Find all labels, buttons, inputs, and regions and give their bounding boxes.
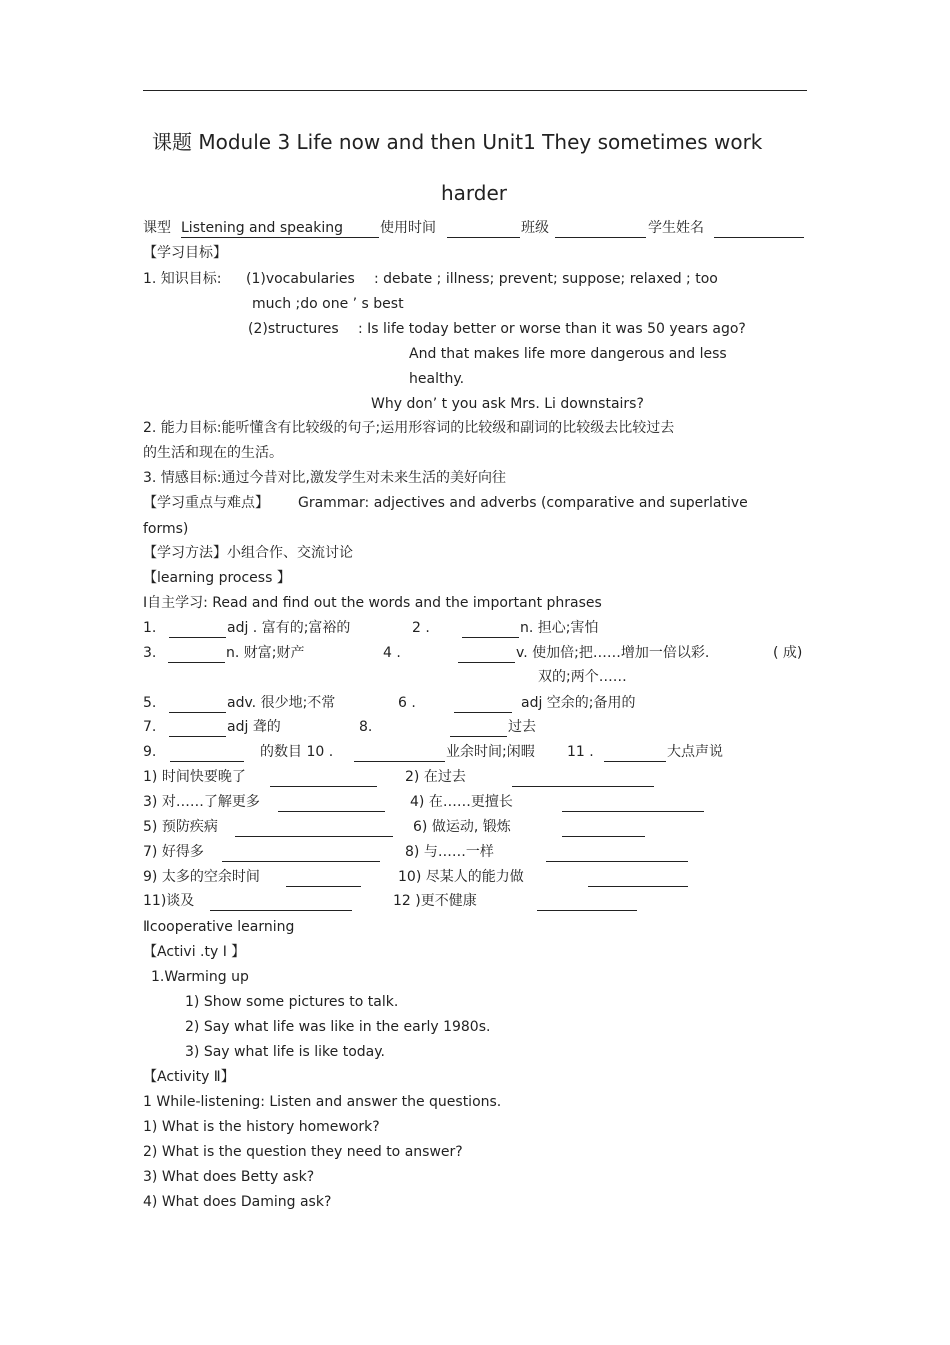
key-points-text: Grammar: adjectives and adverbs (comparative and superlative bbox=[298, 495, 748, 511]
word-10-text: 业余时间;闲暇 bbox=[446, 744, 535, 760]
word-6-text: adj 空余的;备用的 bbox=[521, 695, 636, 711]
vocab-list: : debate ; illness; prevent; suppose; relaxed ; too bbox=[374, 271, 718, 287]
warm-item-3: 3) Say what life is like today. bbox=[185, 1044, 385, 1060]
word-8-num: 8. bbox=[359, 719, 373, 735]
lesson-type-value: Listening and speaking bbox=[181, 219, 379, 238]
part2-heading: Ⅱcooperative learning bbox=[143, 919, 295, 935]
class-blank[interactable] bbox=[555, 219, 646, 238]
student-name-label: 学生姓名 bbox=[648, 220, 704, 236]
activity-1-heading: 【Activi .ty I 】 bbox=[143, 944, 246, 960]
student-name-blank[interactable] bbox=[714, 219, 804, 238]
phrase-12-blank[interactable] bbox=[537, 892, 637, 911]
vocab-label: (1)vocabularies bbox=[246, 271, 355, 287]
method: 【学习方法】小组合作、交流讨论 bbox=[143, 545, 353, 561]
question-1: 1) What is the history homework? bbox=[143, 1119, 380, 1135]
vocab-list-cont: much ;do one ’ s best bbox=[252, 296, 404, 312]
phrase-1: 1) 时间快要晚了 bbox=[143, 769, 246, 785]
word-1-text: adj . 富有的;富裕的 bbox=[227, 620, 351, 636]
structures-label: (2)structures bbox=[248, 321, 339, 337]
word-3-num: 3. bbox=[143, 645, 157, 661]
word-9-blank[interactable] bbox=[170, 743, 244, 762]
question-3: 3) What does Betty ask? bbox=[143, 1169, 315, 1185]
phrase-11-blank[interactable] bbox=[210, 892, 352, 911]
page-title-line2: harder bbox=[441, 181, 508, 205]
structure-2: And that makes life more dangerous and less bbox=[409, 346, 727, 362]
activity-2-heading: 【Activity Ⅱ】 bbox=[143, 1069, 235, 1085]
word-5-num: 5. bbox=[143, 695, 157, 711]
knowledge-goal-label: 1. 知识目标: bbox=[143, 271, 222, 287]
key-points-label: 【学习重点与难点】 bbox=[143, 495, 269, 511]
word-7-blank[interactable] bbox=[169, 718, 226, 737]
word-4-text: v. 使加倍;把……增加一倍以彩. bbox=[516, 645, 710, 661]
word-4-blank[interactable] bbox=[458, 644, 515, 663]
word-5-blank[interactable] bbox=[169, 694, 226, 713]
lesson-type-label: 课型 bbox=[143, 220, 171, 236]
phrase-4: 4) 在……更擅长 bbox=[410, 794, 513, 810]
word-2-num: 2 . bbox=[412, 620, 430, 636]
phrase-11: 11)谈及 bbox=[143, 893, 195, 909]
time-label: 使用时间 bbox=[380, 220, 436, 236]
word-8-blank[interactable] bbox=[450, 718, 507, 737]
ability-goal: 2. 能力目标:能听懂含有比较级的句子;运用形容词的比较级和副词的比较级去比较过去 bbox=[143, 420, 675, 436]
word-4-num: 4 . bbox=[383, 645, 401, 661]
process-heading: 【learning process 】 bbox=[143, 570, 291, 586]
phrase-10: 10) 尽某人的能力做 bbox=[398, 869, 524, 885]
phrase-5: 5) 预防疾病 bbox=[143, 819, 218, 835]
phrase-8: 8) 与……一样 bbox=[405, 844, 494, 860]
word-9-text: 的数目 10 . bbox=[260, 744, 334, 760]
part1-heading: Ⅰ自主学习: Read and find out the words and the important phrases bbox=[143, 595, 602, 611]
phrase-9-blank[interactable] bbox=[286, 868, 361, 887]
time-blank[interactable] bbox=[447, 219, 520, 238]
word-6-num: 6 . bbox=[398, 695, 416, 711]
phrase-2: 2) 在过去 bbox=[405, 769, 466, 785]
page-title-line1: 课题 Module 3 Life now and then Unit1 They sometimes work bbox=[152, 130, 763, 154]
phrase-10-blank[interactable] bbox=[588, 868, 688, 887]
structure-4: Why don’ t you ask Mrs. Li downstairs? bbox=[371, 396, 644, 412]
goals-heading: 【学习目标】 bbox=[143, 245, 227, 261]
word-7-num: 7. bbox=[143, 719, 157, 735]
phrase-6-blank[interactable] bbox=[562, 818, 645, 837]
word-11-blank[interactable] bbox=[604, 743, 666, 762]
phrase-12: 12 )更不健康 bbox=[393, 893, 477, 909]
phrase-7-blank[interactable] bbox=[222, 843, 380, 862]
warm-item-1: 1) Show some pictures to talk. bbox=[185, 994, 399, 1010]
phrase-4-blank[interactable] bbox=[562, 793, 704, 812]
word-7-text: adj 聋的 bbox=[227, 719, 281, 735]
question-4: 4) What does Daming ask? bbox=[143, 1194, 332, 1210]
warming-up: 1.Warming up bbox=[151, 969, 249, 985]
word-2-blank[interactable] bbox=[462, 619, 519, 638]
phrase-2-blank[interactable] bbox=[512, 768, 654, 787]
word-1-blank[interactable] bbox=[169, 619, 226, 638]
word-4-extra: ( 成) bbox=[773, 645, 803, 661]
question-2: 2) What is the question they need to answer? bbox=[143, 1144, 463, 1160]
phrase-3-blank[interactable] bbox=[278, 793, 385, 812]
word-3-text: n. 财富;财产 bbox=[226, 645, 305, 661]
word-1-num: 1. bbox=[143, 620, 157, 636]
word-8-text: 过去 bbox=[508, 719, 536, 735]
phrase-8-blank[interactable] bbox=[546, 843, 688, 862]
word-11-text: 大点声说 bbox=[667, 744, 723, 760]
word-10-blank[interactable] bbox=[354, 743, 445, 762]
phrase-9: 9) 太多的空余时间 bbox=[143, 869, 260, 885]
ability-goal-cont: 的生活和现在的生活。 bbox=[143, 445, 283, 461]
phrase-6: 6) 做运动, 锻炼 bbox=[413, 819, 511, 835]
word-11-num: 11 . bbox=[567, 744, 594, 760]
word-9-num: 9. bbox=[143, 744, 157, 760]
word-4-cont: 双的;两个…… bbox=[538, 669, 627, 685]
word-5-text: adv. 很少地;不常 bbox=[227, 695, 336, 711]
class-label: 班级 bbox=[521, 220, 549, 236]
phrase-7: 7) 好得多 bbox=[143, 844, 204, 860]
warm-item-2: 2) Say what life was like in the early 1980s. bbox=[185, 1019, 491, 1035]
word-2-text: n. 担心;害怕 bbox=[520, 620, 599, 636]
phrase-3: 3) 对……了解更多 bbox=[143, 794, 260, 810]
phrase-1-blank[interactable] bbox=[270, 768, 377, 787]
structure-3: healthy. bbox=[409, 371, 465, 387]
emotion-goal: 3. 情感目标:通过今昔对比,激发学生对未来生活的美好向往 bbox=[143, 470, 506, 486]
word-6-blank[interactable] bbox=[454, 694, 512, 713]
structure-1: : Is life today better or worse than it was 50 years ago? bbox=[358, 321, 746, 337]
key-points-cont: forms) bbox=[143, 521, 189, 537]
word-3-blank[interactable] bbox=[168, 644, 225, 663]
while-listening: 1 While-listening: Listen and answer the questions. bbox=[143, 1094, 502, 1110]
top-rule bbox=[143, 90, 807, 91]
phrase-5-blank[interactable] bbox=[235, 818, 393, 837]
